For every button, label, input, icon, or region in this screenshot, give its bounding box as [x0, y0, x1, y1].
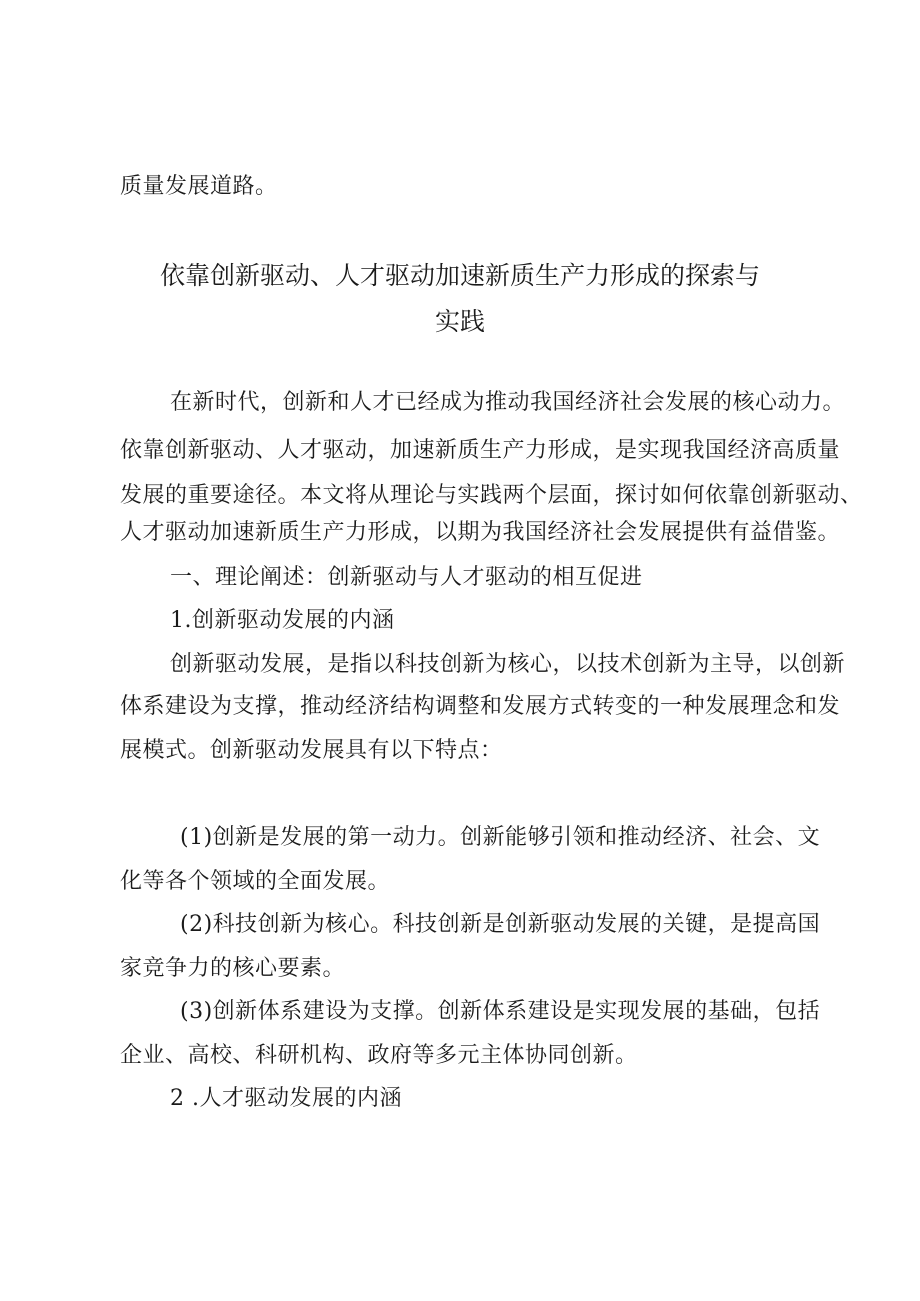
point-line: 化等各个领域的全面发展。: [120, 869, 391, 894]
intro-line: 依靠创新驱动、人才驱动，加速新质生产力形成，是实现我国经济高质量: [120, 438, 841, 463]
body-line: 创新驱动发展，是指以科技创新为核心，以技术创新为主导，以创新: [170, 652, 846, 677]
point-line: (3)创新体系建设为支撑。创新体系建设是实现发展的基础，包括: [180, 999, 821, 1024]
article-title-line-2: 实践: [434, 307, 485, 336]
point-line: 企业、高校、科研机构、政府等多元主体协同创新。: [120, 1043, 638, 1068]
intro-line: 在新时代，创新和人才已经成为推动我国经济社会发展的核心动力。: [170, 390, 846, 415]
intro-line: 人才驱动加速新质生产力形成，以期为我国经济社会发展提供有益借鉴。: [120, 520, 841, 545]
article-title-line-1: 依靠创新驱动、人才驱动加速新质生产力形成的探索与: [159, 261, 760, 290]
subsection-heading: 2 .人才驱动发展的内涵: [170, 1086, 402, 1111]
section-heading: 一、理论阐述：创新驱动与人才驱动的相互促进: [170, 565, 643, 590]
point-line: (2)科技创新为核心。科技创新是创新驱动发展的关键，是提高国: [180, 912, 821, 937]
point-line: (1)创新是发展的第一动力。创新能够引领和推动经济、社会、文: [180, 825, 821, 850]
body-line: 体系建设为支撑，推动经济结构调整和发展方式转变的一种发展理念和发: [120, 694, 841, 719]
subsection-heading: 1.创新驱动发展的内涵: [170, 608, 395, 633]
intro-line: 发展的重要途径。本文将从理论与实践两个层面，探讨如何依靠创新驱动、: [120, 483, 863, 508]
carryover-line: 质量发展道路。: [120, 174, 278, 199]
body-line: 展模式。创新驱动发展具有以下特点：: [120, 738, 503, 763]
point-line: 家竞争力的核心要素。: [120, 956, 346, 981]
